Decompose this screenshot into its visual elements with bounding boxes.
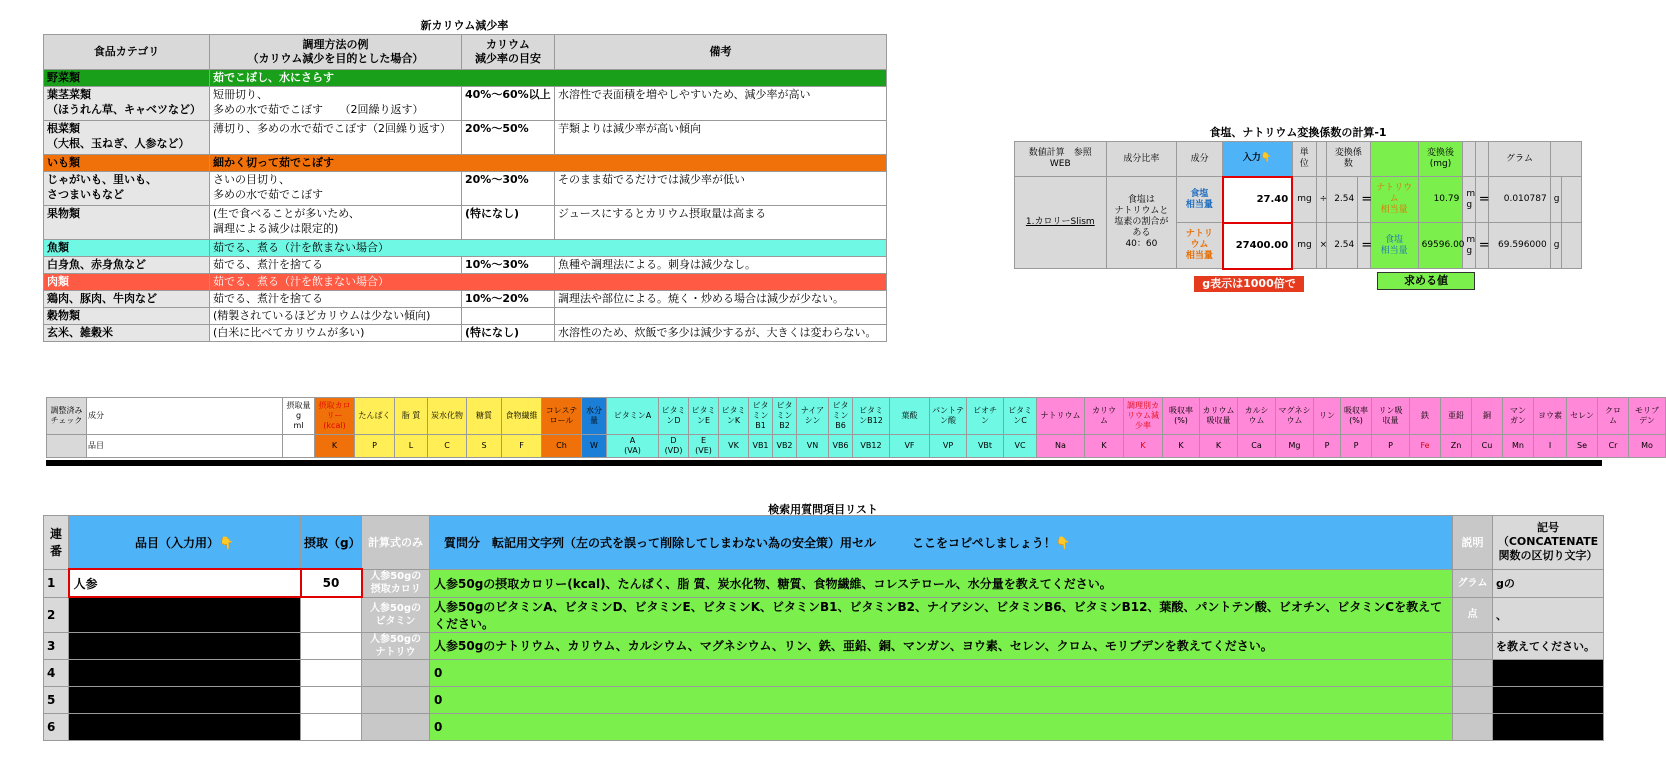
cell[interactable]: さいの目切り、 多めの水で茹でこぼす (210, 172, 462, 206)
cell[interactable]: × (1316, 223, 1326, 269)
col-header-rate[interactable]: カリウム 減少率の目安 (462, 35, 555, 70)
question-text-cell[interactable]: 0 (430, 659, 1453, 686)
table-row[interactable] (44, 172, 887, 206)
cell[interactable]: mg (1292, 177, 1316, 223)
col-header-coef[interactable]: 変換係 数 (1327, 142, 1371, 177)
nutrient-code-cell[interactable]: A (VA) (607, 435, 659, 458)
cell[interactable]: 食塩 相当量 (1370, 223, 1418, 269)
intake-input[interactable] (301, 632, 362, 659)
nutrient-header-cell[interactable]: ビタミ ンK (719, 398, 749, 435)
table-row[interactable] (44, 206, 887, 240)
nutrient-header-cell[interactable]: ビタ ミン B1 (749, 398, 773, 435)
nutrient-code-cell[interactable]: Mn (1503, 435, 1534, 458)
cell[interactable]: 白身魚、赤身魚など (44, 257, 210, 274)
nutrient-code-cell[interactable]: P (1372, 435, 1410, 458)
cell[interactable]: 穀物類 (44, 308, 210, 325)
calc-cell[interactable]: 人参50gの 摂取カロリ (362, 569, 430, 597)
cell[interactable]: 69.596000 (1489, 223, 1550, 269)
cell[interactable] (1550, 142, 1581, 177)
nutrient-code-cell[interactable]: Mo (1629, 435, 1666, 458)
col-header-question[interactable]: 質問分 転記用文字列（左の式を誤って削除してしまわない為の安全策）用セル ここをコピペしましょう！👇 (430, 516, 1453, 570)
nutrient-header-cell[interactable]: ビタ ミン B2 (773, 398, 797, 435)
question-text-cell[interactable]: 人参50gの摂取カロリー(kcal)、たんぱく、脂 質、炭水化物、糖質、食物繊維、コレステロール、水分量を教えてください。 (430, 569, 1453, 597)
cell[interactable]: 水溶性で表面積を増やしやすいため、減少率が高い (555, 87, 887, 121)
col-header-ratio[interactable]: 成分比率 (1106, 142, 1177, 177)
nutrient-code-cell[interactable]: Ch (542, 435, 582, 458)
cell[interactable] (1562, 177, 1582, 223)
nutrient-code-cell[interactable]: VN (797, 435, 829, 458)
nutrient-code-row (47, 435, 1666, 458)
cell[interactable]: 食塩 相当量 (1177, 177, 1223, 223)
ratio-cell[interactable]: 食塩は ナトリウムと 塩素の割合が ある 40：60 (1106, 177, 1177, 269)
calc-cell[interactable]: 人参50gの ナトリウ (362, 632, 430, 659)
cell[interactable]: g (1550, 177, 1561, 223)
cell[interactable] (1562, 223, 1582, 269)
nutrient-header-cell[interactable]: ナイア シン (797, 398, 829, 435)
desc-cell[interactable]: グラム (1453, 569, 1493, 597)
cell[interactable]: 野菜類 (44, 70, 210, 87)
nutrient-header-cell[interactable]: 葉酸 (890, 398, 930, 435)
symbol-cell[interactable]: を教えてください。 (1493, 632, 1604, 659)
cell[interactable]: ナトリウ ム 相当量 (1370, 177, 1418, 223)
nutrient-header-row (47, 398, 1666, 435)
nutrient-code-cell[interactable]: VP (930, 435, 967, 458)
cell[interactable]: 茹でこぼし、水にさらす (210, 70, 887, 87)
cell[interactable]: 茹でる、煮汁を捨てる (210, 291, 462, 308)
nutrient-header-cell[interactable]: ビタミ ンB12 (853, 398, 890, 435)
cell[interactable]: 魚類 (44, 240, 210, 257)
col-header-method[interactable]: 調理方法の例 （カリウム減少を目的とした場合） (210, 35, 462, 70)
intake-input[interactable] (301, 597, 362, 632)
salt-row-1[interactable] (1015, 177, 1582, 223)
cell[interactable]: 薄切り、多めの水で茹でこぼす（2回繰り返す） (210, 121, 462, 155)
nutrient-header-cell[interactable]: 脂 質 (395, 398, 428, 435)
nutrient-code-cell[interactable]: Se (1567, 435, 1598, 458)
nutrient-code-cell[interactable]: F (502, 435, 542, 458)
table-row[interactable] (44, 121, 887, 155)
nutrient-header-cell[interactable]: モリブ デン (1629, 398, 1666, 435)
query-row[interactable] (44, 632, 1604, 659)
nutrient-header-cell[interactable]: カリウム 吸収量 (1200, 398, 1238, 435)
category-row-imo[interactable] (44, 155, 887, 172)
col-header-web[interactable]: 数値計算 参照 WEB (1015, 142, 1107, 177)
nutrient-code-cell[interactable]: Fe (1410, 435, 1441, 458)
nutrient-header-cell[interactable]: マン ガン (1503, 398, 1534, 435)
nutrient-header-cell[interactable]: クロ ム (1598, 398, 1629, 435)
nutrient-header-cell[interactable]: 鉄 (1410, 398, 1441, 435)
nutrient-code-cell[interactable]: VC (1004, 435, 1037, 458)
cell[interactable]: m g (1463, 223, 1475, 269)
cell[interactable]: 20%〜30% (462, 172, 555, 206)
intake-input[interactable] (301, 713, 362, 740)
calc-cell[interactable]: 人参50gの ビタミン (362, 597, 430, 632)
cell[interactable]: 玄米、雑穀米 (44, 325, 210, 342)
col-header-gram[interactable]: グラム (1489, 142, 1550, 177)
nutrient-header-cell[interactable]: 調理別カ リウム減 少率 (1124, 398, 1163, 435)
nutrient-header-cell[interactable]: 亜鉛 (1441, 398, 1472, 435)
cell[interactable]: 短冊切り、 多めの水で茹でこぼす （2回繰り返す） (210, 87, 462, 121)
nutrient-header-cell[interactable]: 糖質 (467, 398, 502, 435)
salt-table-title: 食塩、ナトリウム変換係数の計算-1 (1209, 126, 1387, 139)
cell[interactable]: 10%〜20% (462, 291, 555, 308)
cell[interactable]: 葉茎菜類 （ほうれん草、キャベツなど） (44, 87, 210, 121)
table-row[interactable] (44, 308, 887, 325)
nutrient-code-cell[interactable]: P (355, 435, 395, 458)
cell[interactable] (1370, 142, 1418, 177)
symbol-cell[interactable] (1493, 713, 1604, 740)
col-header-calc[interactable]: 計算式のみ (362, 516, 430, 570)
cell[interactable]: 果物類 (44, 206, 210, 240)
cell[interactable]: ジュースにするとカリウム摂取量は高まる (555, 206, 887, 240)
cell[interactable] (555, 308, 887, 325)
nutrient-header-cell[interactable]: ビタミンA (607, 398, 659, 435)
nutrient-header-cell[interactable]: 成分 (87, 398, 283, 435)
category-row-veg[interactable] (44, 70, 887, 87)
cell[interactable]: = (1475, 177, 1489, 223)
nutrient-header-cell[interactable]: パントテ ン酸 (930, 398, 967, 435)
cell[interactable] (1316, 142, 1326, 177)
nutrient-code-cell[interactable]: Zn (1441, 435, 1472, 458)
nutrient-header-cell[interactable]: 吸収率 (%) (1341, 398, 1372, 435)
nutrient-header-cell[interactable]: リン吸 収量 (1372, 398, 1410, 435)
nutrient-code-cell[interactable]: 品目 (87, 435, 283, 458)
cell[interactable]: 水溶性のため、炊飯で多少は減少するが、大きくは変わらない。 (555, 325, 887, 342)
desc-cell[interactable] (1453, 713, 1493, 740)
col-header-comp[interactable]: 成分 (1177, 142, 1223, 177)
nutrient-code-cell[interactable]: P (1314, 435, 1341, 458)
nutrient-header-cell[interactable]: ナトリウム (1037, 398, 1085, 435)
cell[interactable]: (特になし) (462, 206, 555, 240)
query-row[interactable] (44, 659, 1604, 686)
col-header-input[interactable]: 入力👇 (1223, 142, 1293, 177)
cell[interactable]: 69596.00 (1418, 223, 1463, 269)
query-table-title: 検索用質問項目リスト (768, 503, 878, 516)
intake-input[interactable] (301, 686, 362, 713)
item-input[interactable] (69, 713, 301, 740)
salt-input-1[interactable]: 27.40 (1223, 177, 1293, 223)
symbol-cell[interactable]: 、 (1493, 597, 1604, 632)
row-number-cell[interactable]: 3 (44, 632, 69, 659)
cell[interactable]: 2.54 (1327, 177, 1358, 223)
note-green: 求める値 (1377, 272, 1475, 290)
row-number-cell[interactable]: 2 (44, 597, 69, 632)
question-text-cell[interactable]: 人参50gのビタミンA、ビタミンD、ビタミンE、ビタミンK、ビタミンB1、ビタミンB2、ナイアシン、ビタミンB6、ビタミンB12、葉酸、パントテン酸、ビオチン、ビタミンCを教えてください。 (430, 597, 1453, 632)
nutrient-code-cell[interactable]: Na (1037, 435, 1085, 458)
cell[interactable]: じゃがいも、里いも、 さつまいもなど (44, 172, 210, 206)
nutrient-code-cell[interactable]: E (VE) (689, 435, 719, 458)
query-header-row (44, 516, 1604, 570)
desc-cell[interactable] (1453, 632, 1493, 659)
nutrient-header-cell[interactable]: ビタ ミン B6 (829, 398, 853, 435)
col-header-after[interactable]: 変換後 (mg) (1418, 142, 1463, 177)
col-header-unit[interactable]: 単位 (1292, 142, 1316, 177)
cell[interactable]: 芋類よりは減少率が高い傾向 (555, 121, 887, 155)
cell[interactable]: 細かく切って茹でこぼす (210, 155, 887, 172)
cell[interactable]: 茹でる、煮汁を捨てる (210, 257, 462, 274)
cell[interactable]: 根菜類 （大根、玉ねぎ、人参など） (44, 121, 210, 155)
calc-cell[interactable] (362, 713, 430, 740)
item-input[interactable] (69, 632, 301, 659)
intake-input[interactable]: 50 (301, 569, 362, 597)
table-row[interactable] (44, 291, 887, 308)
symbol-cell[interactable] (1493, 686, 1604, 713)
col-header-intake[interactable]: 摂取（g） (301, 516, 362, 570)
table-row[interactable] (44, 87, 887, 121)
cell[interactable]: 10.79 (1418, 177, 1463, 223)
row-number-cell[interactable]: 5 (44, 686, 69, 713)
nutrient-code-cell[interactable]: Cu (1472, 435, 1503, 458)
query-row[interactable] (44, 597, 1604, 632)
cell[interactable]: 茹でる、煮る（汁を飲まない場合） (210, 274, 887, 291)
nutrient-header-cell[interactable]: 水分量 (582, 398, 607, 435)
nutrient-code-cell[interactable]: K (1163, 435, 1200, 458)
cell[interactable]: (生で食べることが多いため、 調理による減少は限定的) (210, 206, 462, 240)
nutrient-code-cell[interactable]: VB12 (853, 435, 890, 458)
query-row[interactable] (44, 713, 1604, 740)
symbol-cell[interactable]: gの (1493, 569, 1604, 597)
row-number-cell[interactable]: 1 (44, 569, 69, 597)
query-row[interactable] (44, 686, 1604, 713)
table-row[interactable] (44, 257, 887, 274)
col-header-category[interactable]: 食品カテゴリ (44, 35, 210, 70)
nutrient-code-cell[interactable]: W (582, 435, 607, 458)
cell[interactable] (462, 308, 555, 325)
col-header-sym[interactable]: 記号 （CONCATENATE 関数の区切り文字） (1493, 516, 1604, 570)
nutrient-header-cell[interactable]: 銅 (1472, 398, 1503, 435)
nutrient-code-cell[interactable]: D (VD) (659, 435, 689, 458)
cell[interactable] (1463, 142, 1475, 177)
cell[interactable]: (特になし) (462, 325, 555, 342)
nutrient-code-cell[interactable]: K (1200, 435, 1238, 458)
cell[interactable]: 20%〜50% (462, 121, 555, 155)
desc-cell[interactable]: 点 (1453, 597, 1493, 632)
item-input[interactable] (69, 597, 301, 632)
cell[interactable]: = (1358, 223, 1371, 269)
item-input[interactable] (69, 686, 301, 713)
cell[interactable]: = (1358, 177, 1371, 223)
row-number-cell[interactable]: 6 (44, 713, 69, 740)
nutrient-code-cell[interactable]: Cr (1598, 435, 1629, 458)
nutrient-header-cell[interactable]: ビタミ ンC (1004, 398, 1037, 435)
intake-input[interactable] (301, 659, 362, 686)
desc-cell[interactable] (1453, 659, 1493, 686)
cell[interactable]: 肉類 (44, 274, 210, 291)
cell[interactable]: いも類 (44, 155, 210, 172)
question-text-cell[interactable]: 0 (430, 686, 1453, 713)
nutrient-code-cell[interactable]: VF (890, 435, 930, 458)
query-table (43, 515, 1604, 741)
cell[interactable]: 魚種や調理法による。刺身は減少なし。 (555, 257, 887, 274)
nutrient-code-cell[interactable]: K (1124, 435, 1163, 458)
nutrient-header-cell[interactable]: 食物繊維 (502, 398, 542, 435)
table-row[interactable] (44, 325, 887, 342)
nutrient-header-cell[interactable]: 調整済み チェック (47, 398, 87, 435)
nutrient-header-cell[interactable]: 摂取カロ リー (kcal) (315, 398, 355, 435)
cell[interactable] (1475, 142, 1489, 177)
nutrient-header-cell[interactable]: 炭水化物 (428, 398, 467, 435)
source-cell[interactable]: 1.カロリーSlism (1015, 177, 1107, 269)
col-header-item[interactable]: 品目（入力用）👇 (69, 516, 301, 570)
question-text-cell[interactable]: 人参50gのナトリウム、カリウム、カルシウム、マグネシウム、リン、鉄、亜鉛、銅、マンガン、ヨウ素、セレン、クロム、モリブデンを教えてください。 (430, 632, 1453, 659)
nutrient-code-cell[interactable]: Mg (1276, 435, 1314, 458)
potassium-table (43, 34, 887, 342)
nutrient-header-cell[interactable]: ビタミ ンD (659, 398, 689, 435)
nutrient-code-cell[interactable]: VB6 (829, 435, 853, 458)
nutrient-header-cell[interactable]: ビオチ ン (967, 398, 1004, 435)
nutrient-code-cell[interactable]: Ca (1238, 435, 1276, 458)
nutrient-code-cell[interactable]: VB2 (773, 435, 797, 458)
item-input[interactable] (69, 659, 301, 686)
cell[interactable]: ÷ (1316, 177, 1326, 223)
nutrient-code-cell[interactable] (47, 435, 87, 458)
nutrient-code-cell[interactable]: VB1 (749, 435, 773, 458)
nutrient-code-cell[interactable]: P (1341, 435, 1372, 458)
nutrient-header-cell[interactable]: カルシ ウム (1238, 398, 1276, 435)
salt-header-row (1015, 142, 1582, 177)
nutrient-code-cell[interactable]: L (395, 435, 428, 458)
col-header-note[interactable]: 備考 (555, 35, 887, 70)
cell[interactable]: 鶏肉、豚肉、牛肉など (44, 291, 210, 308)
nutrient-header-cell[interactable]: カリウ ム (1085, 398, 1124, 435)
nutrient-divider (46, 460, 1602, 466)
cell[interactable]: mg (1292, 223, 1316, 269)
cell[interactable]: 40%〜60%以上 (462, 87, 555, 121)
col-header-num[interactable]: 連 番 (44, 516, 69, 570)
question-text-cell[interactable]: 0 (430, 713, 1453, 740)
item-input[interactable]: 人参 (69, 569, 301, 597)
nutrient-table (46, 397, 1666, 458)
row-number-cell[interactable]: 4 (44, 659, 69, 686)
nutrient-code-cell[interactable]: I (1534, 435, 1567, 458)
calc-cell[interactable] (362, 686, 430, 713)
nutrient-header-cell[interactable]: ヨウ素 (1534, 398, 1567, 435)
nutrient-code-cell[interactable]: VBt (967, 435, 1004, 458)
nutrient-header-cell[interactable]: たんぱく (355, 398, 395, 435)
nutrient-code-cell[interactable]: K (1085, 435, 1124, 458)
symbol-cell[interactable] (1493, 659, 1604, 686)
cell[interactable]: 2.54 (1327, 223, 1358, 269)
cell[interactable]: そのまま茹でるだけでは減少率が低い (555, 172, 887, 206)
query-row[interactable] (44, 569, 1604, 597)
nutrient-header-cell[interactable]: 摂取量 g ml (283, 398, 315, 435)
calc-cell[interactable] (362, 659, 430, 686)
nutrient-header-cell[interactable]: ビタミ ンE (689, 398, 719, 435)
cell[interactable]: 0.010787 (1489, 177, 1550, 223)
cell[interactable]: (白米に比べてカリウムが多い) (210, 325, 462, 342)
nutrient-header-cell[interactable]: 吸収率 (%) (1163, 398, 1200, 435)
salt-input-2[interactable]: 27400.00 (1223, 223, 1293, 269)
nutrient-code-cell[interactable]: VK (719, 435, 749, 458)
cell[interactable]: 茹でる、煮る（汁を飲まない場合） (210, 240, 887, 257)
nutrient-code-cell[interactable]: S (467, 435, 502, 458)
nutrient-code-cell[interactable]: K (315, 435, 355, 458)
potassium-table-title: 新カリウム減少率 (420, 19, 509, 32)
category-row-fish[interactable] (44, 240, 887, 257)
desc-cell[interactable] (1453, 686, 1493, 713)
nutrient-header-cell[interactable]: リン (1314, 398, 1341, 435)
category-row-meat[interactable] (44, 274, 887, 291)
cell[interactable]: m g (1463, 177, 1475, 223)
cell[interactable]: (精製されているほどカリウムは少ない傾向) (210, 308, 462, 325)
cell[interactable]: 調理法や部位による。焼く・炒める場合は減少が少ない。 (555, 291, 887, 308)
nutrient-code-cell[interactable]: C (428, 435, 467, 458)
nutrient-header-cell[interactable]: マグネシ ウム (1276, 398, 1314, 435)
nutrient-header-cell[interactable]: セレン (1567, 398, 1598, 435)
cell[interactable]: 10%〜30% (462, 257, 555, 274)
nutrient-header-cell[interactable]: コレステ ロール (542, 398, 582, 435)
cell[interactable]: ナトリ ウム 相当量 (1177, 223, 1223, 269)
cell[interactable]: g (1550, 223, 1561, 269)
salt-table (1014, 141, 1582, 270)
note-red: g表示は1000倍で (1194, 276, 1304, 292)
nutrient-code-cell[interactable] (283, 435, 315, 458)
cell[interactable]: = (1475, 223, 1489, 269)
col-header-desc[interactable]: 説明 (1453, 516, 1493, 570)
